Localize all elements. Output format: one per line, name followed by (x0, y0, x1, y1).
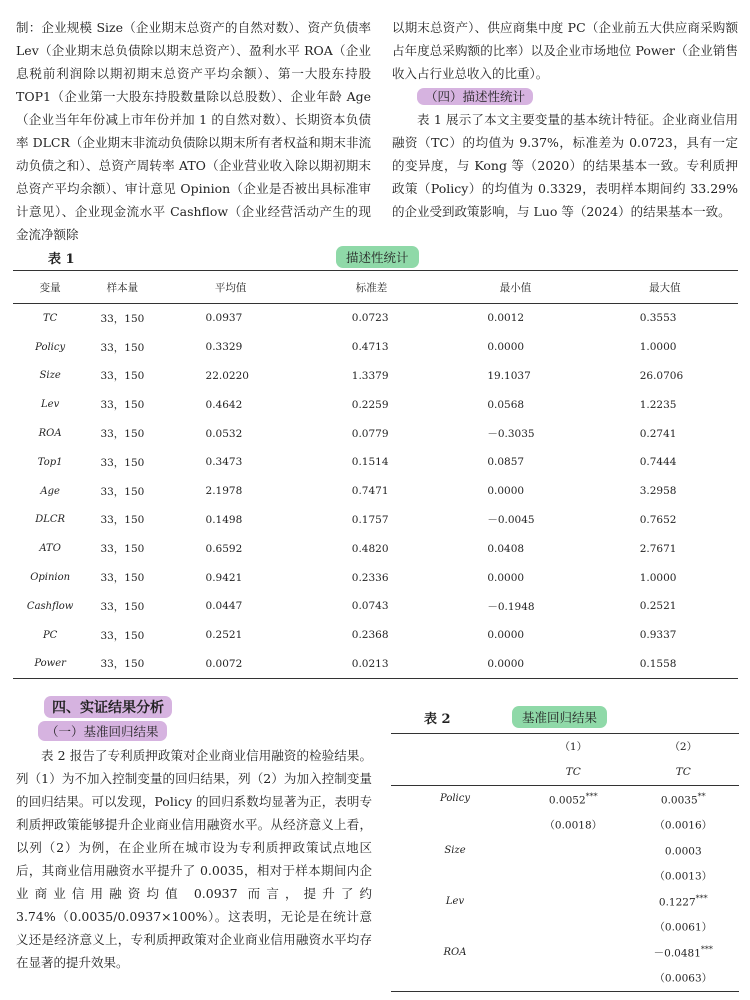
table1-value-cell: 1.0000 (639, 571, 677, 584)
table1-value-cell: 0.7652 (639, 513, 677, 526)
table1-value-cell: 0.3329 (205, 341, 243, 354)
table1-value-cell: 0.2336 (351, 571, 389, 584)
table1-value-cell: 0.2368 (351, 629, 389, 642)
section-title-empirical-results: 四、实证结果分析 (44, 696, 172, 718)
table2-coefficient-cell (519, 914, 628, 940)
table2-coefficient-cell (628, 837, 739, 863)
table2-blank-cell (391, 734, 519, 760)
table1-value-cell: 19.1037 (487, 369, 531, 382)
table1-value-cell: 0.4713 (351, 341, 389, 354)
table1-variable-cell: Top1 (37, 456, 63, 468)
table2-coefficient-value: （0.0018） (544, 819, 603, 832)
table1-value-cell: 0.0532 (205, 427, 243, 440)
table2-coefficient-cell (628, 940, 739, 966)
table2-label: 表 2 (424, 712, 451, 727)
table1-value-cell: 0.9337 (639, 629, 677, 642)
table1-header-cell: 变量 (13, 271, 87, 304)
table1-value-cell: 33，150 (100, 485, 145, 498)
table-row (13, 621, 738, 650)
table1-header-cell: 样本量 (87, 271, 157, 304)
subsection-title-descriptive: （四）描述性统计 (417, 88, 533, 105)
table1-value-cell: 3.2958 (639, 485, 677, 498)
significance-stars: *** (700, 944, 713, 954)
descriptive-stats-paragraph: 表 1 展示了本文主要变量的基本统计特征。企业商业信用融资（TC）的均值为 9.37%，标准差为 0.0723，具有一定的变异度，与 Kong 等（2020）的结果基本一致。专利质押政策（Policy）的均值为 0.3329，表明样本期间约 33.29% 的企业受到政策影响，与 Luo 等（2024）的结果基本一致。 (392, 112, 738, 219)
table1-value-cell: 0.0000 (487, 629, 525, 642)
variable-definitions-paragraph: 制：企业规模 Size（企业期末总资产的自然对数）、资产负债率 Lev（企业期末总负债除以期末总资产）、盈利水平 ROA（企业息税前利润除以期初期末总资产平均余额）、第一大股东持股 TOP1（企业第一大股东持股数量除以总股数）、企业年龄 Age（企业当年年份减上市年份并加 1 的自然对数）、长期资本负债率 DLCR（企业期末非流动负债除以期末所有者权益和期末非流动负债之和）、总资产周转率 ATO（企业营业收入除以期初期末总资产平均余额）、审计意见 Opinion（企业是否被出具标准审计意见）、企业现金流水平 Cashflow（企业经营活动产生的现金流净额除 (16, 20, 371, 242)
table1-value-cell: 33，150 (100, 312, 145, 325)
table-row (391, 965, 739, 991)
table1-value-cell: －0.3035 (487, 428, 535, 441)
table1-value-cell: 0.0568 (487, 398, 525, 411)
table-row (391, 914, 739, 940)
table1-value-cell: 33，150 (100, 428, 145, 441)
table1-variable-cell: Policy (35, 341, 66, 353)
table2-column-number: （1） (519, 734, 628, 760)
table1-value-cell: 0.0000 (439, 650, 591, 679)
table2-coefficient-cell (628, 863, 739, 889)
table2-coefficient-value: －0.0481 (653, 947, 701, 960)
table1-value-cell: 0.0723 (351, 312, 389, 325)
table1-variable-cell: ATO (39, 543, 61, 555)
table2-coefficient-cell (519, 889, 628, 915)
table2-coefficient-cell (628, 786, 739, 812)
table-row (13, 563, 738, 592)
table1-variable-cell: Power (13, 650, 87, 679)
table2-coefficient-cell (519, 863, 628, 889)
table1-variable-cell: DLCR (35, 514, 66, 526)
table1-variable-cell: Cashflow (26, 600, 74, 612)
table1-value-cell: 0.0779 (351, 427, 389, 440)
table1-value-cell: 0.0937 (205, 312, 243, 325)
table2-variable-cell: ROA (443, 947, 467, 959)
table-row (13, 419, 738, 448)
table2-variable-cell (391, 863, 519, 889)
significance-stars: *** (585, 791, 598, 801)
table1-variable-cell: Size (39, 370, 61, 382)
table1-value-cell: 33，150 (100, 456, 145, 469)
variable-definitions-continued: 以期末总资产）、供应商集中度 PC（企业前五大供应商采购额占年度总采购额的比率）以及企业市场地位 Power（企业销售收入占行业总收入的比重）。 (392, 20, 738, 81)
table1-value-cell: 0.0213 (304, 650, 440, 679)
table-row (13, 650, 738, 679)
table-row (13, 534, 738, 563)
table1-value-cell: 0.7471 (351, 485, 389, 498)
table1-value-cell: 0.0408 (487, 542, 525, 555)
table1-label: 表 1 (48, 252, 75, 267)
table1-variable-cell: PC (42, 629, 58, 641)
table-row (13, 390, 738, 419)
table1-variable-cell: Age (40, 485, 60, 497)
table2-variable-cell: Lev (445, 895, 465, 907)
table2-coefficient-value: 0.0035 (660, 794, 698, 807)
table1-variable-cell: Opinion (30, 572, 71, 584)
table1-value-cell: 0.6592 (205, 542, 243, 555)
table1-value-cell: 0.2259 (351, 398, 389, 411)
table2-coefficient-cell (519, 965, 628, 991)
table2-coefficient-cell (628, 914, 739, 940)
table1-value-cell: 0.2521 (205, 629, 243, 642)
table-row (13, 592, 738, 621)
table2-coefficient-cell (519, 940, 628, 966)
table2-coefficient-value: （0.0063） (654, 972, 713, 985)
table1-value-cell: 33，150 (100, 514, 145, 527)
table1-value-cell: 2.1978 (205, 485, 243, 498)
table1-value-cell: 0.0072 (158, 650, 304, 679)
table1-value-cell: 26.0706 (639, 369, 684, 382)
table1-value-cell: 33，150 (100, 629, 145, 642)
table1-value-cell: 33，150 (100, 399, 145, 412)
table2-coefficient-value: （0.0016） (654, 819, 713, 832)
table1-value-cell: 0.0000 (487, 485, 525, 498)
baseline-regression-paragraph: 表 2 报告了专利质押政策对企业商业信用融资的检验结果。列（1）为不加入控制变量的回归结果，列（2）为加入控制变量的回归结果。可以发现，Policy 的回归系数均显著为正，表明专利质押政策能够提升企业商业信用融资水平。从经济意义上看，以列（2）为例，在企业所在城市设为专利质押政策试点地区后，其商业信用融资水平提升了 0.0035，相对于样本期间内企业商业信用融资均值 0.0937 而言，提升了约 3.74%（0.0035/0.0937×100%）。这表明，无论是在统计意义还是经济意义上，专利质押政策对企业商业信用融资水平均存在显著的提升效果。 (16, 748, 372, 970)
table1-value-cell: 0.3473 (205, 456, 243, 469)
table-row (391, 940, 739, 966)
table1-value-cell: 1.2235 (639, 398, 677, 411)
table1-value-cell: 0.2741 (639, 427, 677, 440)
table2-coefficient-cell (519, 837, 628, 863)
table2-coefficient-value: 0.0003 (664, 845, 702, 858)
table1-value-cell: 33，150 (100, 572, 145, 585)
table-row (13, 477, 738, 506)
table-row (391, 786, 739, 812)
table1-value-cell: 0.2521 (639, 600, 677, 613)
table1-value-cell: 0.1558 (592, 650, 738, 679)
table1-value-cell: 1.0000 (639, 341, 677, 354)
table1-variable-cell: Lev (41, 399, 60, 411)
table1-value-cell: 0.4642 (205, 398, 243, 411)
table2-column-header-row (391, 734, 739, 760)
table2-variable-cell: Size (444, 844, 466, 856)
table2-variable-cell (391, 914, 519, 940)
table1-value-cell: －0.1948 (487, 600, 535, 613)
table2-column-number: （2） (628, 734, 739, 760)
table-row (391, 812, 739, 838)
table1-value-cell: 0.9421 (205, 571, 243, 584)
table1-value-cell: 0.0012 (487, 312, 525, 325)
table1-value-cell: 2.7671 (639, 542, 677, 555)
table1-value-cell: 1.3379 (351, 369, 389, 382)
table2-dependent-variable: TC (519, 760, 628, 786)
table1-value-cell: 0.1514 (351, 456, 389, 469)
table1-value-cell: 33，150 (100, 370, 145, 383)
table2-blank-cell (391, 760, 519, 786)
table1-value-cell: －0.0045 (487, 514, 535, 527)
table2-title: 基准回归结果 (512, 706, 607, 728)
table2-coefficient-cell (628, 965, 739, 991)
significance-stars: ** (697, 791, 706, 801)
table-row (13, 448, 738, 477)
table-row (13, 506, 738, 535)
table2-coefficient-cell (628, 889, 739, 915)
table1-variable-cell: TC (42, 312, 58, 324)
table2-coefficient-value: 0.0052 (548, 794, 586, 807)
table1-header-cell: 标准差 (304, 271, 440, 304)
table1-value-cell: 33，150 (100, 600, 145, 613)
table2-coefficient-value: （0.0013） (654, 870, 713, 883)
body-column-right-top (392, 16, 738, 223)
table1-value-cell: 0.4820 (351, 542, 389, 555)
table1-value-cell: 0.0447 (205, 600, 243, 613)
table-row (391, 863, 739, 889)
table1-value-cell: 0.1498 (205, 513, 243, 526)
table2-variable-cell: Policy (440, 793, 470, 805)
table2-dependent-variable-row (391, 760, 739, 786)
descriptive-statistics-table (13, 270, 738, 679)
table-row (13, 304, 738, 333)
table-row (13, 333, 738, 362)
table1-variable-cell: ROA (38, 428, 62, 440)
table2-variable-cell (391, 965, 519, 991)
table1-value-cell: 0.0743 (351, 600, 389, 613)
table1-value-cell: 0.7444 (639, 456, 677, 469)
table-row (391, 889, 739, 915)
table1-value-cell: 0.0000 (487, 341, 525, 354)
table1-title: 描述性统计 (336, 246, 419, 268)
table-row (391, 837, 739, 863)
table1-header-cell: 平均值 (158, 271, 304, 304)
table2-coefficient-cell (519, 812, 628, 838)
baseline-regression-table (391, 733, 739, 992)
table1-value-cell: 0.3553 (639, 312, 677, 325)
table2-coefficient-value: （0.0061） (654, 921, 713, 934)
table1-value-cell: 0.0000 (487, 571, 525, 584)
table1-value-cell: 22.0220 (205, 369, 249, 382)
table1-value-cell: 0.1757 (351, 513, 389, 526)
table1-value-cell: 0.0857 (487, 456, 525, 469)
subsection-title-baseline: （一）基准回归结果 (38, 721, 167, 741)
table1-header-cell: 最小值 (439, 271, 591, 304)
table2-coefficient-value: 0.1227 (658, 896, 696, 909)
body-column-left-top (16, 16, 371, 246)
table1-header-cell: 最大值 (592, 271, 738, 304)
table2-dependent-variable: TC (628, 760, 739, 786)
table2-coefficient-cell (519, 786, 628, 812)
table2-variable-cell (391, 812, 519, 838)
table1-value-cell: 33，150 (100, 543, 145, 556)
table-row (13, 362, 738, 391)
table2-coefficient-cell (628, 812, 739, 838)
table1-value-cell: 33，150 (87, 650, 157, 679)
table1-value-cell: 33，150 (100, 341, 145, 354)
significance-stars: *** (695, 894, 708, 904)
body-column-left-bottom (16, 744, 372, 974)
